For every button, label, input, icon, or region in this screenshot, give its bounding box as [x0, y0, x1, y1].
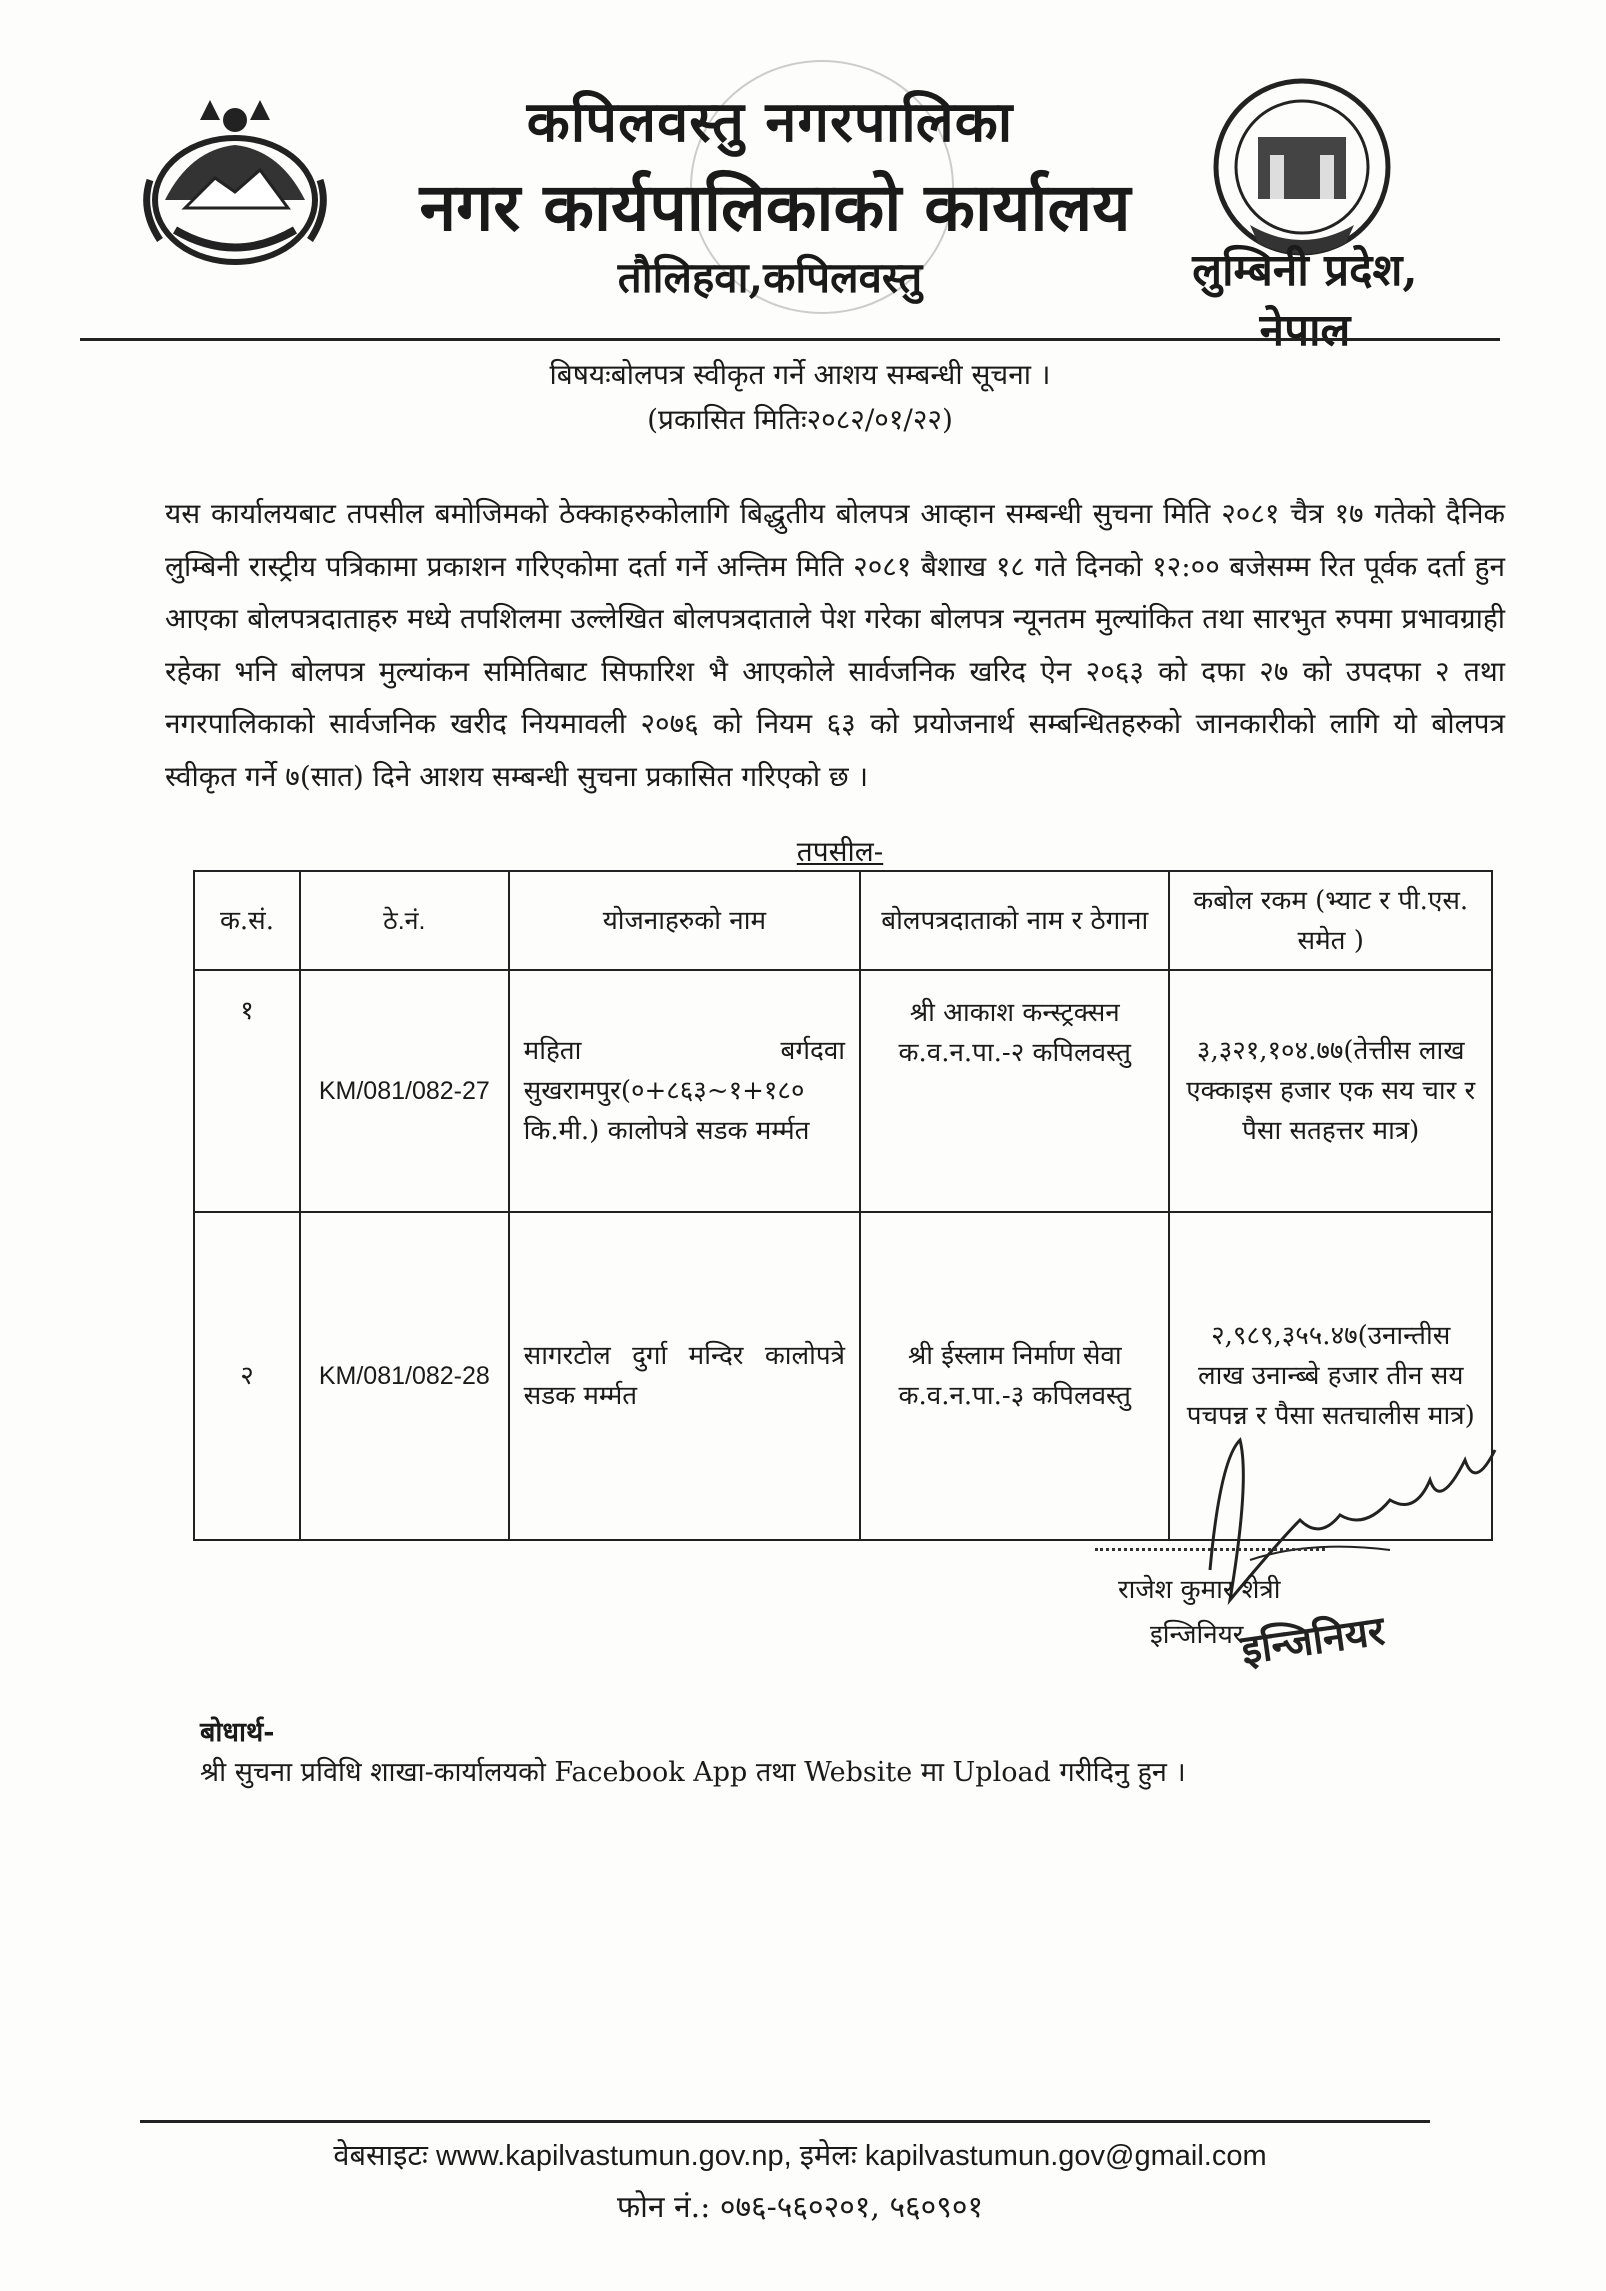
office-name: नगर कार्यपालिकाको कार्यालय	[419, 168, 1131, 246]
footer-website-email: वेबसाइटः www.kapilvastumun.gov.np, इमेलः kapilvastumun.gov@gmail.com	[333, 2140, 1267, 2172]
row-project: महिता बर्गदवा सुखरामपुर(०+८६३~१+१८० कि.मी.) कालोपत्रे सडक मर्म्मत	[509, 970, 860, 1212]
municipality-name: कपिलवस्तु नगरपालिका	[526, 89, 1014, 155]
row-project: सागरटोल दुर्गा मन्दिर कालोपत्रे सडक मर्म्मत	[509, 1212, 860, 1540]
header-sn: क.सं.	[194, 871, 300, 970]
bodhartha-text: श्री सुचना प्रविधि शाखा-कार्यालयको Facebook App तथा Website मा Upload गरीदिनु हुन ।	[200, 1757, 1186, 1788]
signatory-stamp: इन्जिनियर	[1238, 1607, 1388, 1674]
header-amount: कबोल रकम (भ्याट र पी.एस. समेत )	[1169, 871, 1492, 970]
header-divider	[80, 338, 1500, 341]
signature-line	[1095, 1548, 1325, 1551]
notice-body: यस कार्यालयबाट तपसील बमोजिमको ठेक्काहरुकोलागि बिद्धुतीय बोलपत्र आव्हान सम्बन्धी सुचना मिति २०८१ चैत्र १७ गतेको दैनिक लुम्बिनी रास्ट्रीय पत्रिकामा प्रकाशन गरिएकोमा दर्ता गर्ने अन्तिम मिति २०८१ बैशाख १८ गते दिनको १२:०० बजेसम्म रित पूर्वक दर्ता हुन आएका बोलपत्रदाताहरु मध्ये तपशिलमा उल्लेखित बोलपत्रदाताले पेश गरेका बोलपत्र न्यूनतम मुल्यांकित तथा सारभुत रुपमा प्रभावग्राही रहेका भनि बोलपत्र मुल्यांकन समितिबाट सिफारिश भै आएकोले सार्वजनिक खरिद ऐन २०६३ को दफा २७ को उपदफा २ तथा नगरपालिकाको सार्वजनिक खरीद नियमावली २०७६ को नियम ६३ को प्रयोजनार्थ सम्बन्धितहरुको जानकारीको लागि यो बोलपत्र स्वीकृत गर्ने ७(सात) दिने आशय सम्बन्धी सुचना प्रकासित गरिएको छ ।	[165, 497, 1505, 793]
footer-divider	[140, 2120, 1430, 2123]
bodhartha-label: बोधार्थ-	[200, 1717, 275, 1748]
table-row	[194, 970, 1492, 1212]
signatory-name: राजेश कुमार शेत्री	[1118, 1575, 1281, 1605]
row-bidder: श्री ईस्लाम निर्माण सेवा क.व.न.पा.-३ कपिलवस्तु	[860, 1212, 1169, 1540]
row-bidder: श्री आकाश कन्स्ट्रक्सन क.व.न.पा.-२ कपिलवस्तु	[860, 970, 1169, 1212]
table-header-row	[194, 871, 1492, 970]
row-tender-no: KM/081/082-27	[300, 970, 509, 1212]
row-sn: २	[194, 1212, 300, 1540]
province-name: लुम्बिनी प्रदेश, नेपाल	[1192, 245, 1418, 356]
row-sn: १	[194, 970, 300, 1212]
signatory-title: इन्जिनियर	[1150, 1620, 1244, 1650]
row-amount: २,९८९,३५५.४७(उनान्तीस लाख उनान्ब्बे हजार तीन सय पचपन्न र पैसा सतचालीस मात्र)	[1169, 1212, 1492, 1540]
row-amount: ३,३२१,१०४.७७(तेत्तीस लाख एक्काइस हजार एक सय चार र पैसा सतहत्तर मात्र)	[1169, 970, 1492, 1212]
footer-phone: फोन नं.: ०७६-५६०२०१, ५६०९०१	[616, 2190, 984, 2225]
nepal-emblem-icon	[130, 90, 340, 280]
header-project: योजनाहरुको नाम	[509, 871, 860, 970]
notice-subject: बिषयःबोलपत्र स्वीकृत गर्ने आशय सम्बन्धी सूचना ।	[549, 358, 1051, 391]
header-tender-no: ठे.नं.	[300, 871, 509, 970]
row-tender-no: KM/081/082-28	[300, 1212, 509, 1540]
published-date: (प्रकासित मितिः२०८२/०१/२२)	[647, 403, 953, 436]
header-bidder: बोलपत्रदाताको नाम र ठेगाना	[860, 871, 1169, 970]
table-caption: तपसील-	[796, 835, 884, 868]
office-address: तौलिहवा,कपिलवस्तु	[617, 253, 923, 302]
